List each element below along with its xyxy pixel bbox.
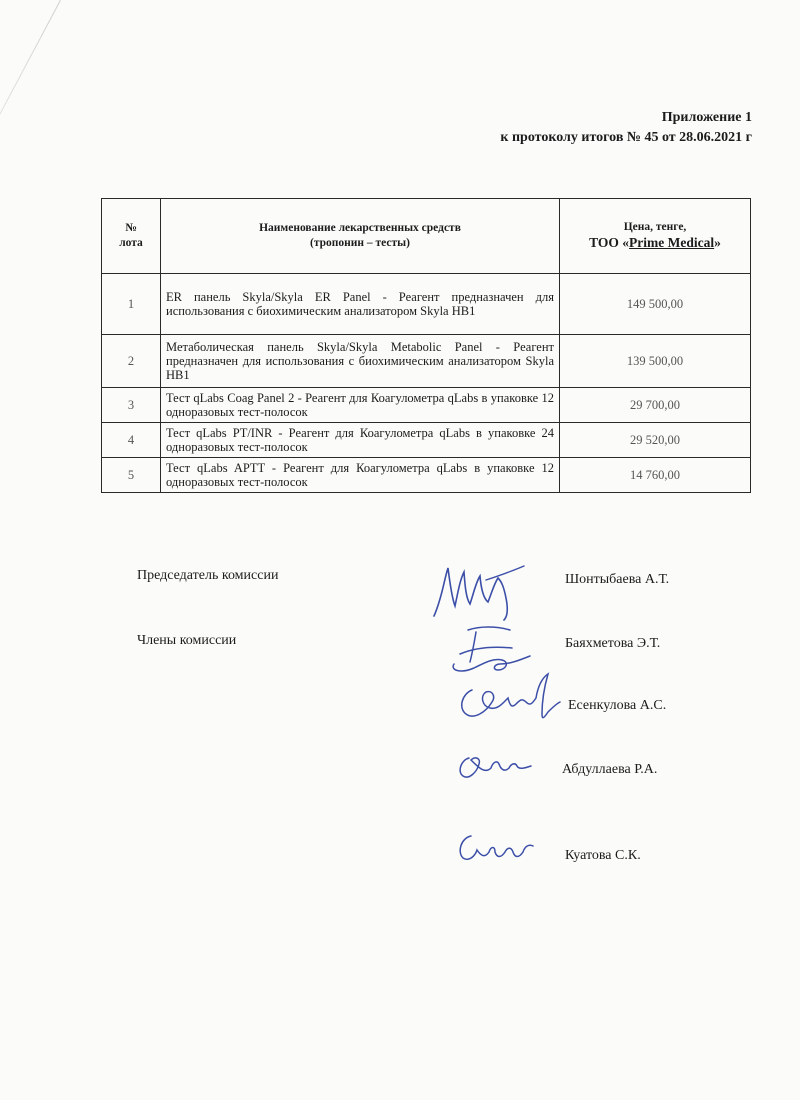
table-header-row xyxy=(102,199,751,274)
lot-price: 29 700,00 xyxy=(560,388,751,423)
company-name: Prime Medical xyxy=(629,235,715,250)
lot-number: 2 xyxy=(102,335,161,388)
appendix-header xyxy=(500,108,752,148)
header-name: Наименование лекарственных средств (тропонин – тесты) xyxy=(161,199,560,274)
lot-name: Тест qLabs PT/INR - Реагент для Коагулометра qLabs в упаковке 24 одноразовых тест-полосок xyxy=(161,423,560,458)
signature-image xyxy=(428,558,528,622)
header-price: Цена, тенге, ТОО «Prime Medical» xyxy=(560,199,751,274)
lot-number: 5 xyxy=(102,458,161,493)
table-row xyxy=(102,274,751,335)
lot-name: ER панель Skyla/Skyla ER Panel - Реагент предназначен для использования с биохимическим анализатором Skyla HB1 xyxy=(161,274,560,335)
lot-name: Тест qLabs APTT - Реагент для Коагулометра qLabs в упаковке 12 одноразовых тест-полосок xyxy=(161,458,560,493)
lots-table xyxy=(101,198,751,493)
signatory-name: Шонтыбаева А.Т. xyxy=(565,572,670,587)
lot-number: 4 xyxy=(102,423,161,458)
signature-image xyxy=(452,668,562,728)
members-label: Члены комиссии xyxy=(137,633,237,648)
signatory-name: Куатова С.К. xyxy=(565,848,641,863)
lot-price: 14 760,00 xyxy=(560,458,751,493)
appendix-title: Приложение 1 xyxy=(661,110,752,125)
lot-number: 3 xyxy=(102,388,161,423)
table-row xyxy=(102,423,751,458)
lot-price: 29 520,00 xyxy=(560,423,751,458)
table-row xyxy=(102,335,751,388)
lot-name: Метаболическая панель Skyla/Skyla Metabolic Panel - Реагент предназначен для использования с биохимическим анализатором Skyla HB1 xyxy=(161,335,560,388)
scan-artifact-line xyxy=(0,0,61,265)
lot-price: 149 500,00 xyxy=(560,274,751,335)
lot-number: 1 xyxy=(102,274,161,335)
header-lot-no: № лота xyxy=(102,199,161,274)
signatory-name: Баяхметова Э.Т. xyxy=(565,636,661,651)
signatory-name: Абдуллаева Р.А. xyxy=(562,762,658,777)
table-row xyxy=(102,388,751,423)
signature-image xyxy=(455,748,535,784)
table-row xyxy=(102,458,751,493)
signatory-name: Есенкулова А.С. xyxy=(568,698,667,713)
lot-price: 139 500,00 xyxy=(560,335,751,388)
lot-name: Тест qLabs Coag Panel 2 - Реагент для Коагулометра qLabs в упаковке 12 одноразовых тест-полосок xyxy=(161,388,560,423)
signature-image xyxy=(455,828,535,868)
chair-label: Председатель комиссии xyxy=(137,568,279,583)
appendix-subtitle: к протоколу итогов № 45 от 28.06.2021 г xyxy=(500,130,752,145)
